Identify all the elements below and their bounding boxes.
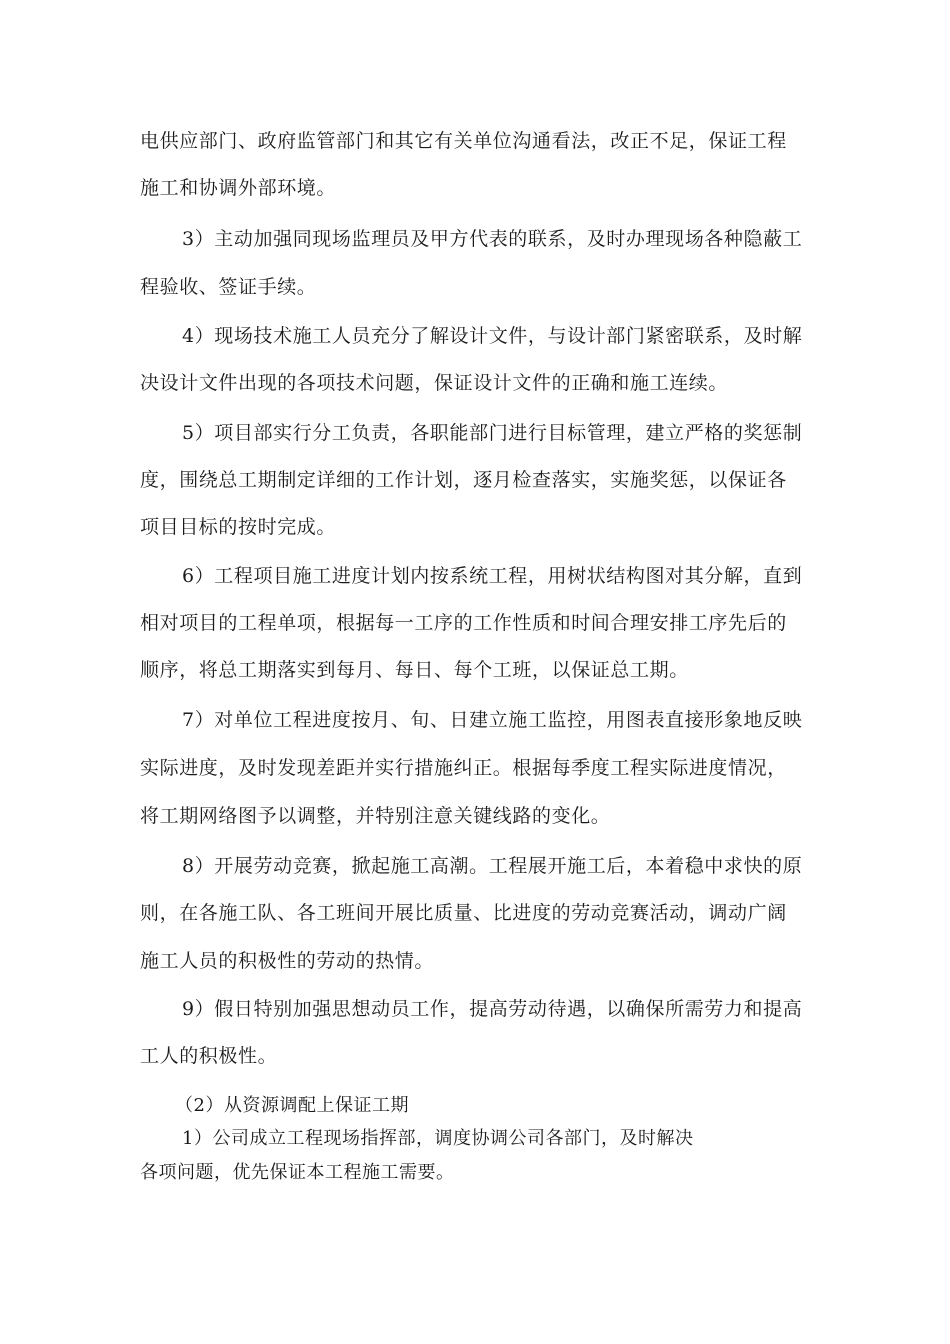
text-line: 各项问题，优先保证本工程施工需要。 [140, 1162, 455, 1183]
section-heading: （2）从资源调配上保证工期 [175, 1095, 409, 1116]
text-line: 施工人员的积极性的劳动的热情。 [140, 950, 435, 972]
text-line: 顺序，将总工期落实到每月、每日、每个工班，以保证总工期。 [140, 659, 689, 681]
text-line: 度，围绕总工期制定详细的工作计划，逐月检查落实，实施奖惩，以保证各 [140, 469, 787, 491]
text-line: 决设计文件出现的各项技术问题，保证设计文件的正确和施工连续。 [140, 372, 729, 394]
paragraph-9-line: 9）假日特别加强思想动员工作，提高劳动待遇，以确保所需劳力和提高 [182, 998, 803, 1020]
text-line: 电供应部门、政府监管部门和其它有关单位沟通看法，改正不足，保证工程 [140, 130, 787, 152]
paragraph-3-line: 3）主动加强同现场监理员及甲方代表的联系，及时办理现场各种隐蔽工 [182, 228, 803, 250]
paragraph-7-line: 7）对单位工程进度按月、旬、日建立施工监控，用图表直接形象地反映 [182, 709, 803, 731]
text-line: 程验收、签证手续。 [140, 276, 317, 298]
text-line: 工人的积极性。 [140, 1045, 278, 1067]
paragraph-5-line: 5）项目部实行分工负责，各职能部门进行目标管理，建立严格的奖惩制 [182, 422, 803, 444]
paragraph-4-line: 4）现场技术施工人员充分了解设计文件，与设计部门紧密联系，及时解 [182, 325, 803, 347]
text-line: 将工期网络图予以调整，并特别注意关键线路的变化。 [140, 805, 611, 827]
text-line: 实际进度，及时发现差距并实行措施纠正。根据每季度工程实际进度情况， [140, 757, 787, 779]
text-line: 相对项目的工程单项，根据每一工序的工作性质和时间合理安排工序先后的 [140, 612, 787, 634]
text-line: 施工和协调外部环境。 [140, 177, 337, 199]
paragraph-1-line: 1）公司成立工程现场指挥部，调度协调公司各部门，及时解决 [182, 1128, 694, 1149]
text-line: 项目目标的按时完成。 [140, 516, 337, 538]
paragraph-6-line: 6）工程项目施工进度计划内按系统工程，用树状结构图对其分解，直到 [182, 565, 803, 587]
text-line: 则，在各施工队、各工班间开展比质量、比进度的劳动竞赛活动，调动广阔 [140, 902, 787, 924]
paragraph-8-line: 8）开展劳动竞赛，掀起施工高潮。工程展开施工后，本着稳中求快的原 [182, 855, 803, 877]
